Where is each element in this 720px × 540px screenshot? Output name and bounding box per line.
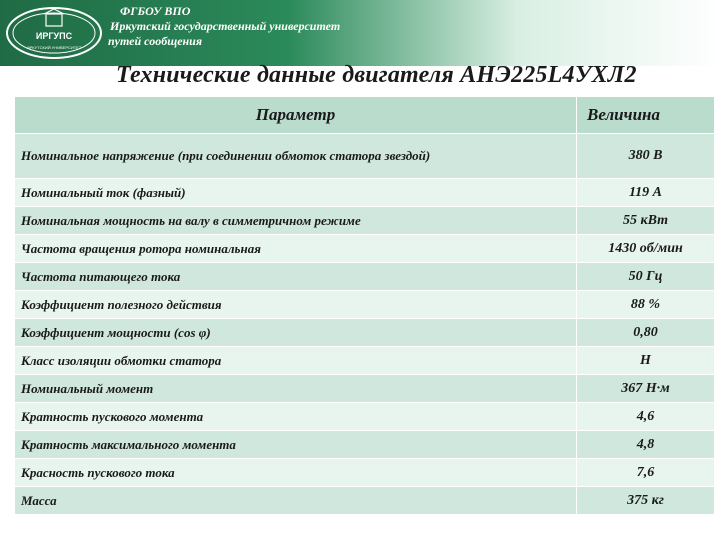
table-row: [15, 319, 715, 347]
row-param: Класс изоляции обмотки статора: [15, 347, 577, 375]
row-param: Частота вращения ротора номинальная: [15, 235, 577, 263]
logo-text: ИРГУПС: [35, 31, 73, 41]
table-row: [15, 347, 715, 375]
column-header-value: Величина: [577, 97, 715, 134]
table-row: [15, 134, 715, 179]
org-line-3: путей сообщения: [108, 34, 203, 48]
row-param: Частота питающего тока: [15, 263, 577, 291]
row-value: 50 Гц: [577, 263, 715, 291]
row-param: Коэффициент мощности (cos φ): [15, 319, 577, 347]
table-row: [15, 291, 715, 319]
row-param: Номинальное напряжение (при соединении обмоток статора звездой): [15, 134, 577, 179]
table-row: [15, 235, 715, 263]
row-value: 4,6: [577, 403, 715, 431]
table-row: [15, 403, 715, 431]
page-title: Технические данные двигателя АНЭ225L4УХЛ2: [116, 62, 637, 88]
row-value: 0,80: [577, 319, 715, 347]
table-header-row: [15, 97, 715, 134]
row-value: 7,6: [577, 459, 715, 487]
organization-name: [108, 4, 368, 49]
row-value: Н: [577, 347, 715, 375]
row-param: Номинальный ток (фазный): [15, 179, 577, 207]
row-value: 4,8: [577, 431, 715, 459]
row-value: 119 А: [577, 179, 715, 207]
row-value: 367 Н·м: [577, 375, 715, 403]
row-param: Красность пускового тока: [15, 459, 577, 487]
table-row: [15, 263, 715, 291]
logo-subtext: ИРКУТСКИЙ УНИВЕРСИТЕТ: [26, 45, 82, 50]
table-row: [15, 459, 715, 487]
row-param: Кратность максимального момента: [15, 431, 577, 459]
table-row: [15, 207, 715, 235]
row-value: 1430 об/мин: [577, 235, 715, 263]
row-param: Номинальный момент: [15, 375, 577, 403]
org-line-2: Иркутский государственный университет: [110, 19, 341, 33]
row-value: 88 %: [577, 291, 715, 319]
table-row: [15, 375, 715, 403]
column-header-parameter: Параметр: [15, 97, 577, 134]
table-row: [15, 179, 715, 207]
table-row: [15, 431, 715, 459]
row-param: Коэффициент полезного действия: [15, 291, 577, 319]
university-logo: [4, 6, 104, 60]
row-value: 375 кг: [577, 487, 715, 515]
row-param: Кратность пускового момента: [15, 403, 577, 431]
org-line-1: ФГБОУ ВПО: [120, 4, 191, 18]
spec-table: [14, 96, 715, 515]
row-param: Номинальная мощность на валу в симметричном режиме: [15, 207, 577, 235]
row-value: 55 кВт: [577, 207, 715, 235]
row-param: Масса: [15, 487, 577, 515]
row-value: 380 В: [577, 134, 715, 179]
table-row: [15, 487, 715, 515]
